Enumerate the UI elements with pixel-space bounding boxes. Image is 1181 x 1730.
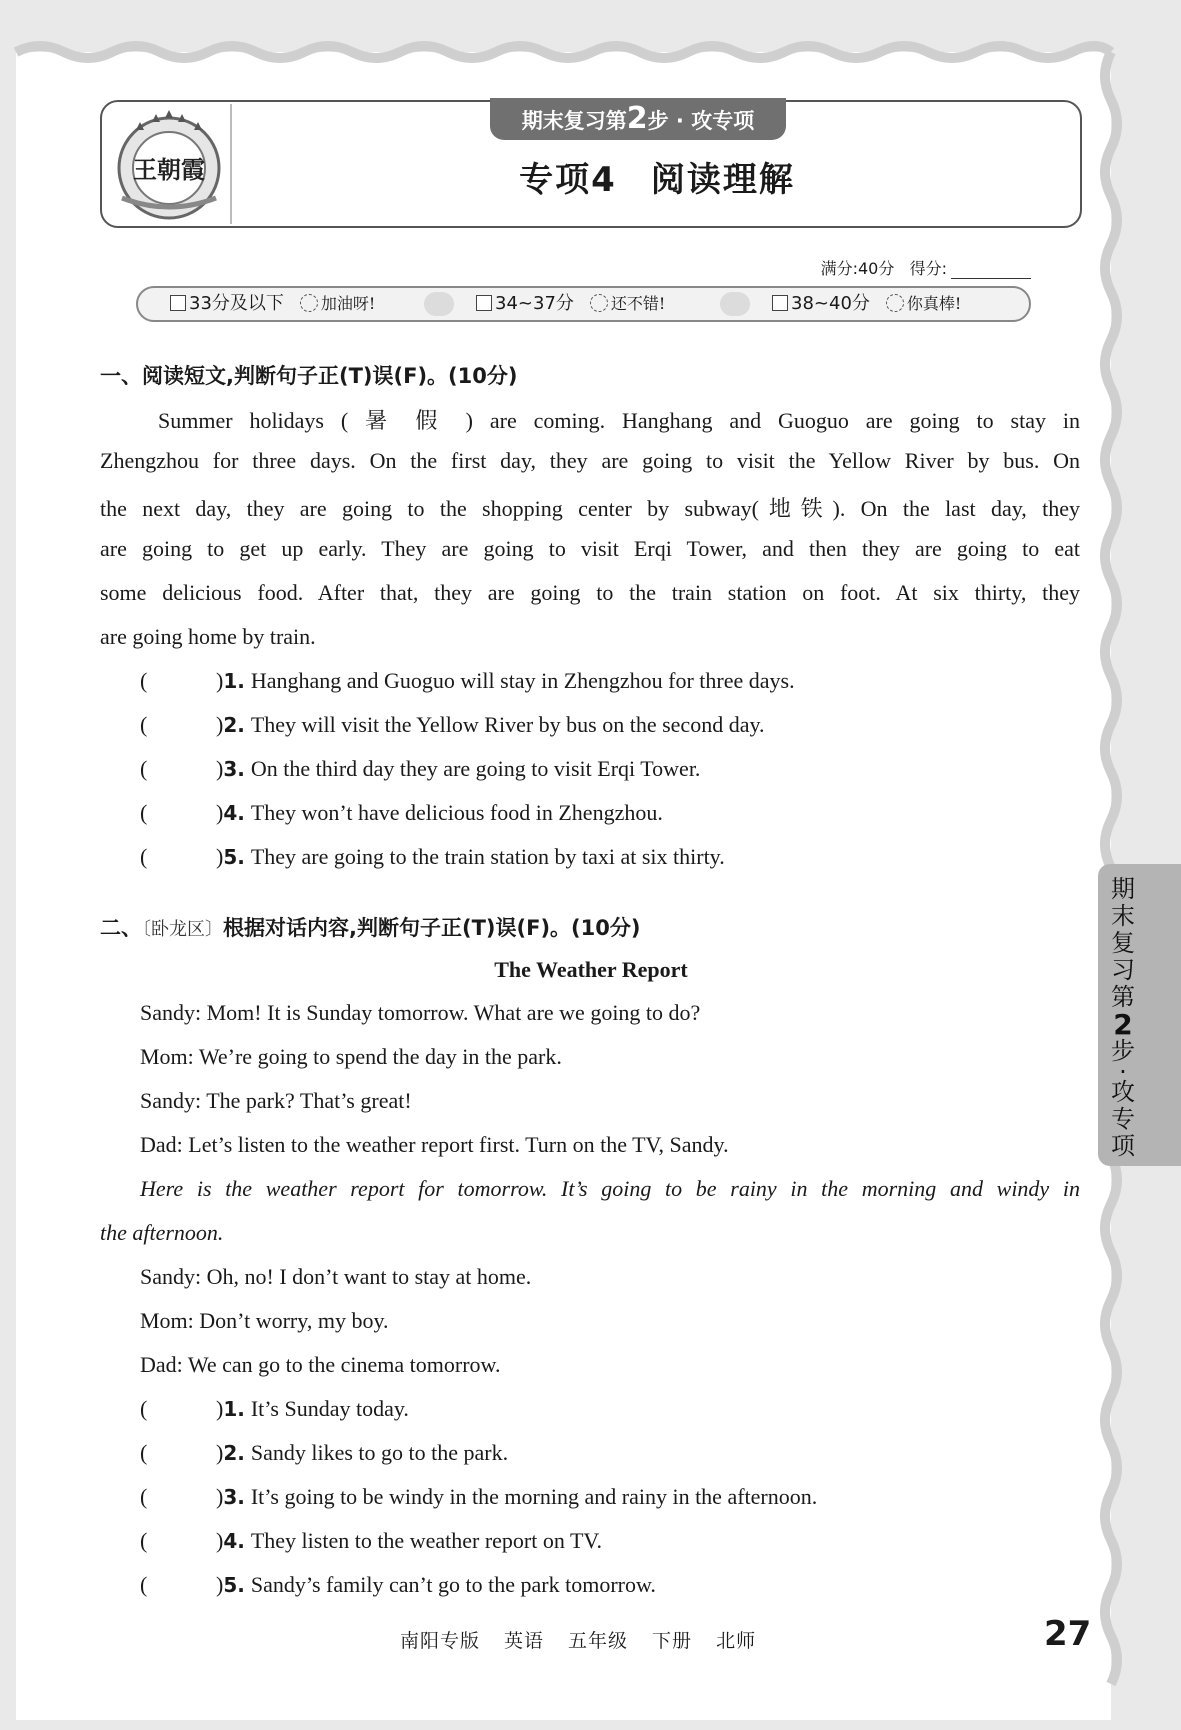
footer-publisher: 北师 [716, 1630, 757, 1652]
answer-blank[interactable]: ( [140, 800, 148, 825]
passage-line: the next day, they are going to the shopping center by subway(地铁). On the last day, they [100, 496, 1080, 521]
answer-blank[interactable]: ( [140, 1484, 148, 1509]
rating-divider [424, 292, 454, 316]
footer-edition: 南阳专版 [400, 1630, 481, 1652]
question-number: 2. [223, 713, 245, 737]
rating-range: 33分及以下 [189, 293, 284, 314]
passage-line: Summer holidays ( 暑 假 ) are coming. Hanghang and Guoguo are going to stay in [158, 408, 1080, 433]
got-score-label: 得分: [909, 259, 947, 278]
question-number: 1. [223, 669, 245, 693]
rating-message: 加油呀! [320, 294, 376, 313]
question-number: 1. [223, 1397, 245, 1421]
question-item: ( )1. It’s Sunday today. [140, 1396, 409, 1421]
dialog-line: Mom: Don’t worry, my boy. [140, 1308, 389, 1333]
page-title [232, 152, 1082, 201]
footer-subject: 英语 [504, 1630, 545, 1652]
score-line [821, 256, 1031, 279]
answer-blank[interactable]: ( [140, 712, 148, 737]
rating-divider [720, 292, 750, 316]
question-text: They are going to the train station by taxi at six thirty. [250, 844, 725, 869]
answer-blank[interactable]: ( [140, 668, 148, 693]
dialog-title: The Weather Report [494, 957, 688, 982]
question-item: ( )5. They are going to the train station by taxi at six thirty. [140, 844, 725, 869]
side-tab-text: 期 末 复 习 第 2 步 · 攻 专 项 [1111, 875, 1135, 1160]
question-item: ( )4. They listen to the weather report on TV. [140, 1528, 602, 1553]
question-text: Sandy’s family can’t go to the park tomorrow. [250, 1572, 656, 1597]
question-text: Sandy likes to go to the park. [250, 1440, 509, 1465]
question-number: 4. [223, 801, 245, 825]
question-text: It’s Sunday today. [250, 1396, 409, 1421]
rating-item [476, 292, 665, 316]
rating-message: 还不错! [610, 294, 666, 313]
question-number: 2. [223, 1441, 245, 1465]
rating-checkbox[interactable] [772, 295, 788, 311]
rating-message: 你真棒! [906, 294, 962, 313]
question-item: ( )1. Hanghang and Guoguo will stay in Zhengzhou for three days. [140, 668, 795, 693]
smiley-face-icon [590, 294, 608, 312]
title-topic-number: 专项4 [519, 160, 617, 200]
weather-report-line: Here is the weather report for tomorrow. It’s going to be rainy in the morning and windy in [140, 1176, 1080, 1201]
answer-blank[interactable]: ( [140, 756, 148, 781]
page-number: 27 [1044, 1614, 1092, 1654]
step-tab-suffix: 步 · 攻专项 [647, 109, 755, 133]
question-text: On the third day they are going to visit Erqi Tower. [250, 756, 701, 781]
dialog-line: Dad: We can go to the cinema tomorrow. [140, 1352, 501, 1377]
section2-title: 二、〔卧龙区〕根据对话内容,判断句子正(T)误(F)。(10分) [100, 916, 641, 940]
rating-range: 38~40分 [791, 293, 870, 314]
rating-item [772, 292, 961, 316]
rating-item [170, 292, 375, 316]
dialog-line: Sandy: Oh, no! I don’t want to stay at home. [140, 1264, 532, 1289]
question-text: They listen to the weather report on TV. [250, 1528, 602, 1553]
passage-line: are going to get up early. They are going to visit Erqi Tower, and then they are going to eat [100, 536, 1080, 561]
logo-seal-icon [110, 106, 228, 224]
question-item: ( )4. They won’t have delicious food in Zhengzhou. [140, 800, 663, 825]
dialog-line: Dad: Let’s listen to the weather report first. Turn on the TV, Sandy. [140, 1132, 729, 1157]
dialog-line: Sandy: The park? That’s great! [140, 1088, 412, 1113]
question-number: 5. [223, 1573, 245, 1597]
question-item: ( )3. It’s going to be windy in the morning and rainy in the afternoon. [140, 1484, 818, 1509]
question-number: 4. [223, 1529, 245, 1553]
answer-blank[interactable]: ( [140, 1572, 148, 1597]
weather-report-line: the afternoon. [100, 1220, 224, 1245]
title-topic-name: 阅读理解 [650, 160, 795, 200]
rating-bar [136, 286, 1031, 322]
question-item: ( )5. Sandy’s family can’t go to the park tomorrow. [140, 1572, 656, 1597]
district-tag: 〔卧龙区〕 [142, 919, 223, 940]
dialog-line: Mom: We’re going to spend the day in the park. [140, 1044, 562, 1069]
score-blank[interactable] [951, 263, 1031, 279]
smiley-face-icon [886, 294, 904, 312]
question-text: It’s going to be windy in the morning and rainy in the afternoon. [250, 1484, 818, 1509]
passage-line: are going home by train. [100, 624, 316, 649]
section1-title: 一、阅读短文,判断句子正(T)误(F)。(10分) [100, 364, 518, 388]
question-number: 3. [223, 1485, 245, 1509]
question-item: ( )2. They will visit the Yellow River by bus on the second day. [140, 712, 765, 737]
smiley-face-icon [300, 294, 318, 312]
answer-blank[interactable]: ( [140, 1440, 148, 1465]
question-text: They won’t have delicious food in Zhengzhou. [250, 800, 663, 825]
step-number: 2 [626, 101, 648, 136]
answer-blank[interactable]: ( [140, 844, 148, 869]
question-text: They will visit the Yellow River by bus on the second day. [250, 712, 765, 737]
dialog-line: Sandy: Mom! It is Sunday tomorrow. What are we going to do? [140, 1000, 701, 1025]
answer-blank[interactable]: ( [140, 1528, 148, 1553]
rating-range: 34~37分 [495, 293, 574, 314]
passage-line: Zhengzhou for three days. On the first day, they are going to visit the Yellow River by bus. On [100, 448, 1080, 473]
rating-checkbox[interactable] [170, 295, 186, 311]
rating-checkbox[interactable] [476, 295, 492, 311]
footer [400, 1626, 780, 1653]
passage-line: some delicious food. After that, they are going to the train station on foot. At six thirty, they [100, 580, 1080, 605]
footer-grade: 五年级 [568, 1630, 629, 1652]
full-score-label: 满分:40分 [820, 259, 895, 278]
step-tab [490, 98, 786, 140]
question-item: ( )3. On the third day they are going to visit Erqi Tower. [140, 756, 701, 781]
question-number: 3. [223, 757, 245, 781]
svg-text:王朝霞: 王朝霞 [133, 155, 205, 184]
footer-volume: 下册 [652, 1630, 693, 1652]
question-text: Hanghang and Guoguo will stay in Zhengzhou for three days. [250, 668, 795, 693]
step-tab-prefix: 期末复习第 [521, 109, 627, 133]
question-number: 5. [223, 845, 245, 869]
answer-blank[interactable]: ( [140, 1396, 148, 1421]
question-item: ( )2. Sandy likes to go to the park. [140, 1440, 509, 1465]
